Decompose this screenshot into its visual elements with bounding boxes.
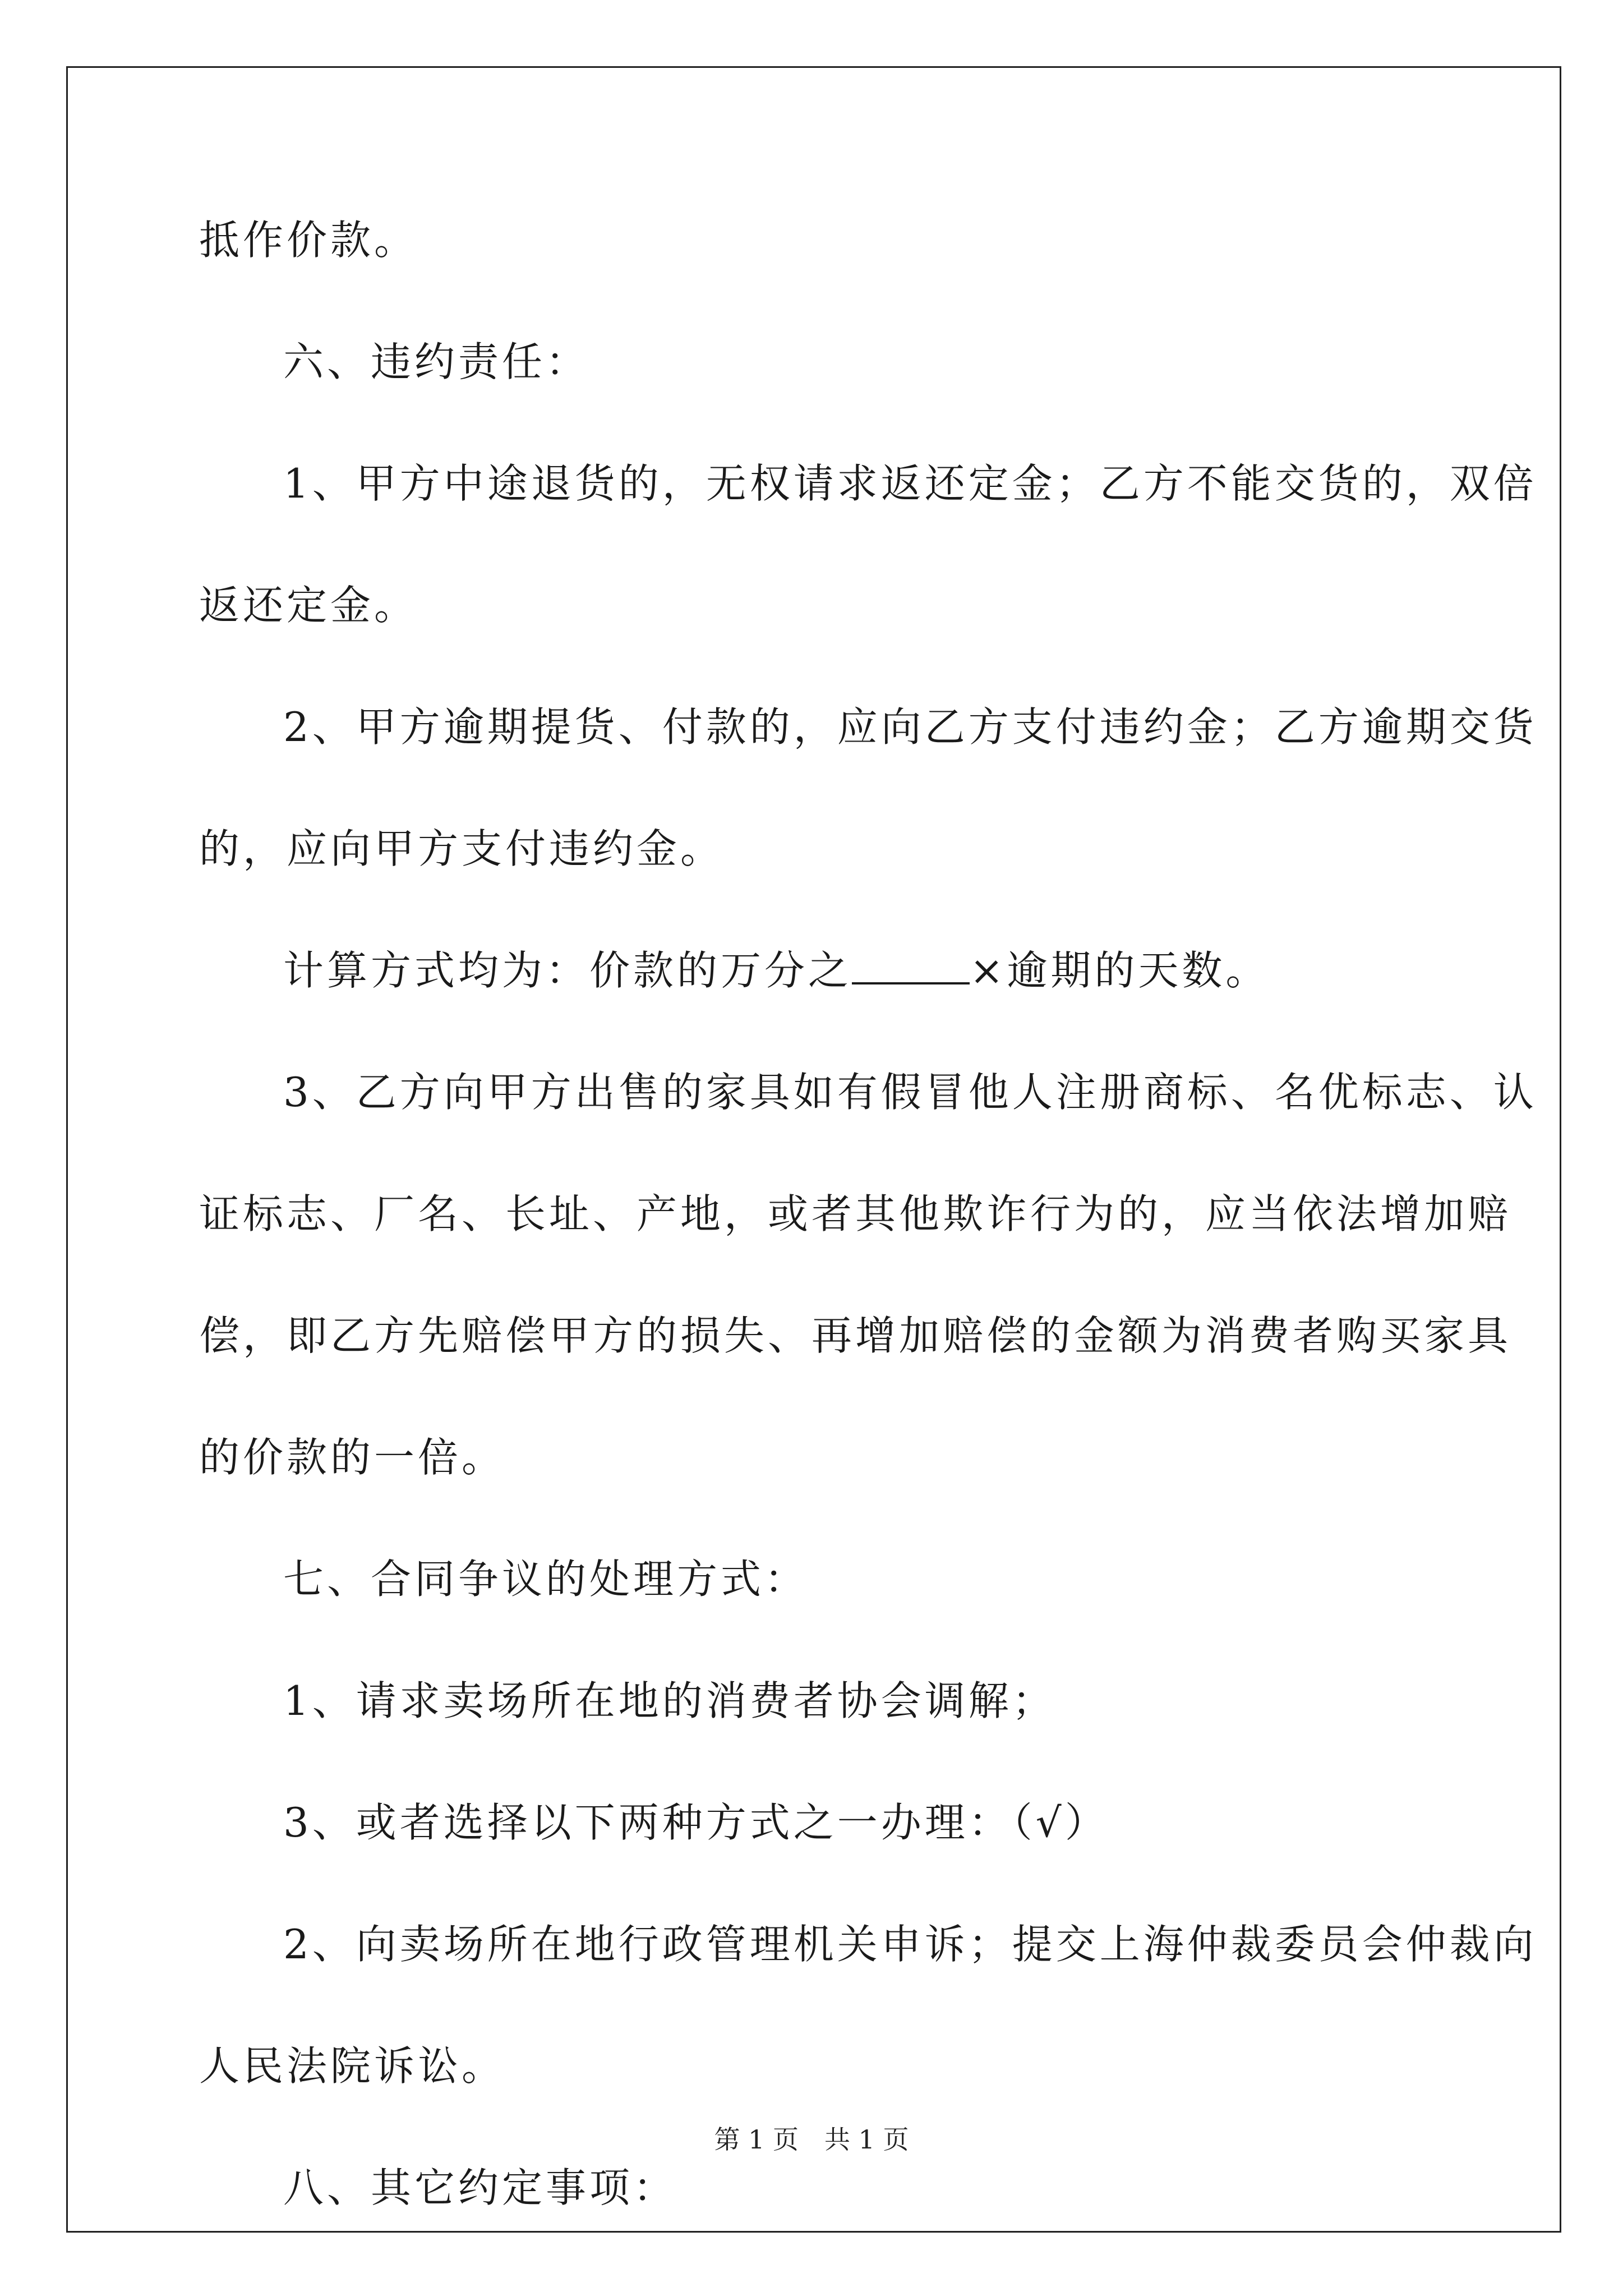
- text-line: 抵作价款。: [199, 217, 418, 264]
- section-heading: 七、合同争议的处理方式：: [283, 1556, 809, 1603]
- text-line: 3、或者选择以下两种方式之一办理：（√）: [283, 1799, 1109, 1846]
- formula-line: [199, 937, 1269, 1004]
- formula-prefix: 计算方式均为：价款的万分之: [283, 947, 852, 994]
- page-number-footer: 第 1 页 共 1 页: [714, 2124, 909, 2155]
- text-line: 1、甲方中途退货的，无权请求返还定金；乙方不能交货的，双倍: [283, 460, 1537, 507]
- text-line: 的价款的一倍。: [199, 1434, 506, 1481]
- text-line: 2、甲方逾期提货、付款的，应向乙方支付违约金；乙方逾期交货: [283, 703, 1537, 751]
- blank-fill-field[interactable]: [852, 943, 970, 984]
- text-line: 证标志、厂名、长址、产地，或者其他欺诈行为的，应当依法增加赔: [199, 1190, 1512, 1237]
- text-line: 返还定金。: [199, 582, 418, 629]
- section-heading: 八、其它约定事项：: [283, 2164, 677, 2211]
- section-heading: 六、违约责任：: [283, 338, 590, 385]
- text-line: 3、乙方向甲方出售的家具如有假冒他人注册商标、名优标志、认: [283, 1069, 1537, 1116]
- text-line: 偿，即乙方先赔偿甲方的损失、再增加赔偿的金额为消费者购买家具: [199, 1312, 1512, 1359]
- text-line: 2、向卖场所在地行政管理机关申诉；提交上海仲裁委员会仲裁向: [283, 1921, 1537, 1968]
- text-line: 的，应向甲方支付违约金。: [199, 825, 725, 872]
- formula-suffix: ×逾期的天数。: [970, 947, 1270, 994]
- text-line: 人民法院诉讼。: [199, 2042, 506, 2090]
- text-line: 1、请求卖场所在地的消费者协会调解；: [283, 1677, 1056, 1724]
